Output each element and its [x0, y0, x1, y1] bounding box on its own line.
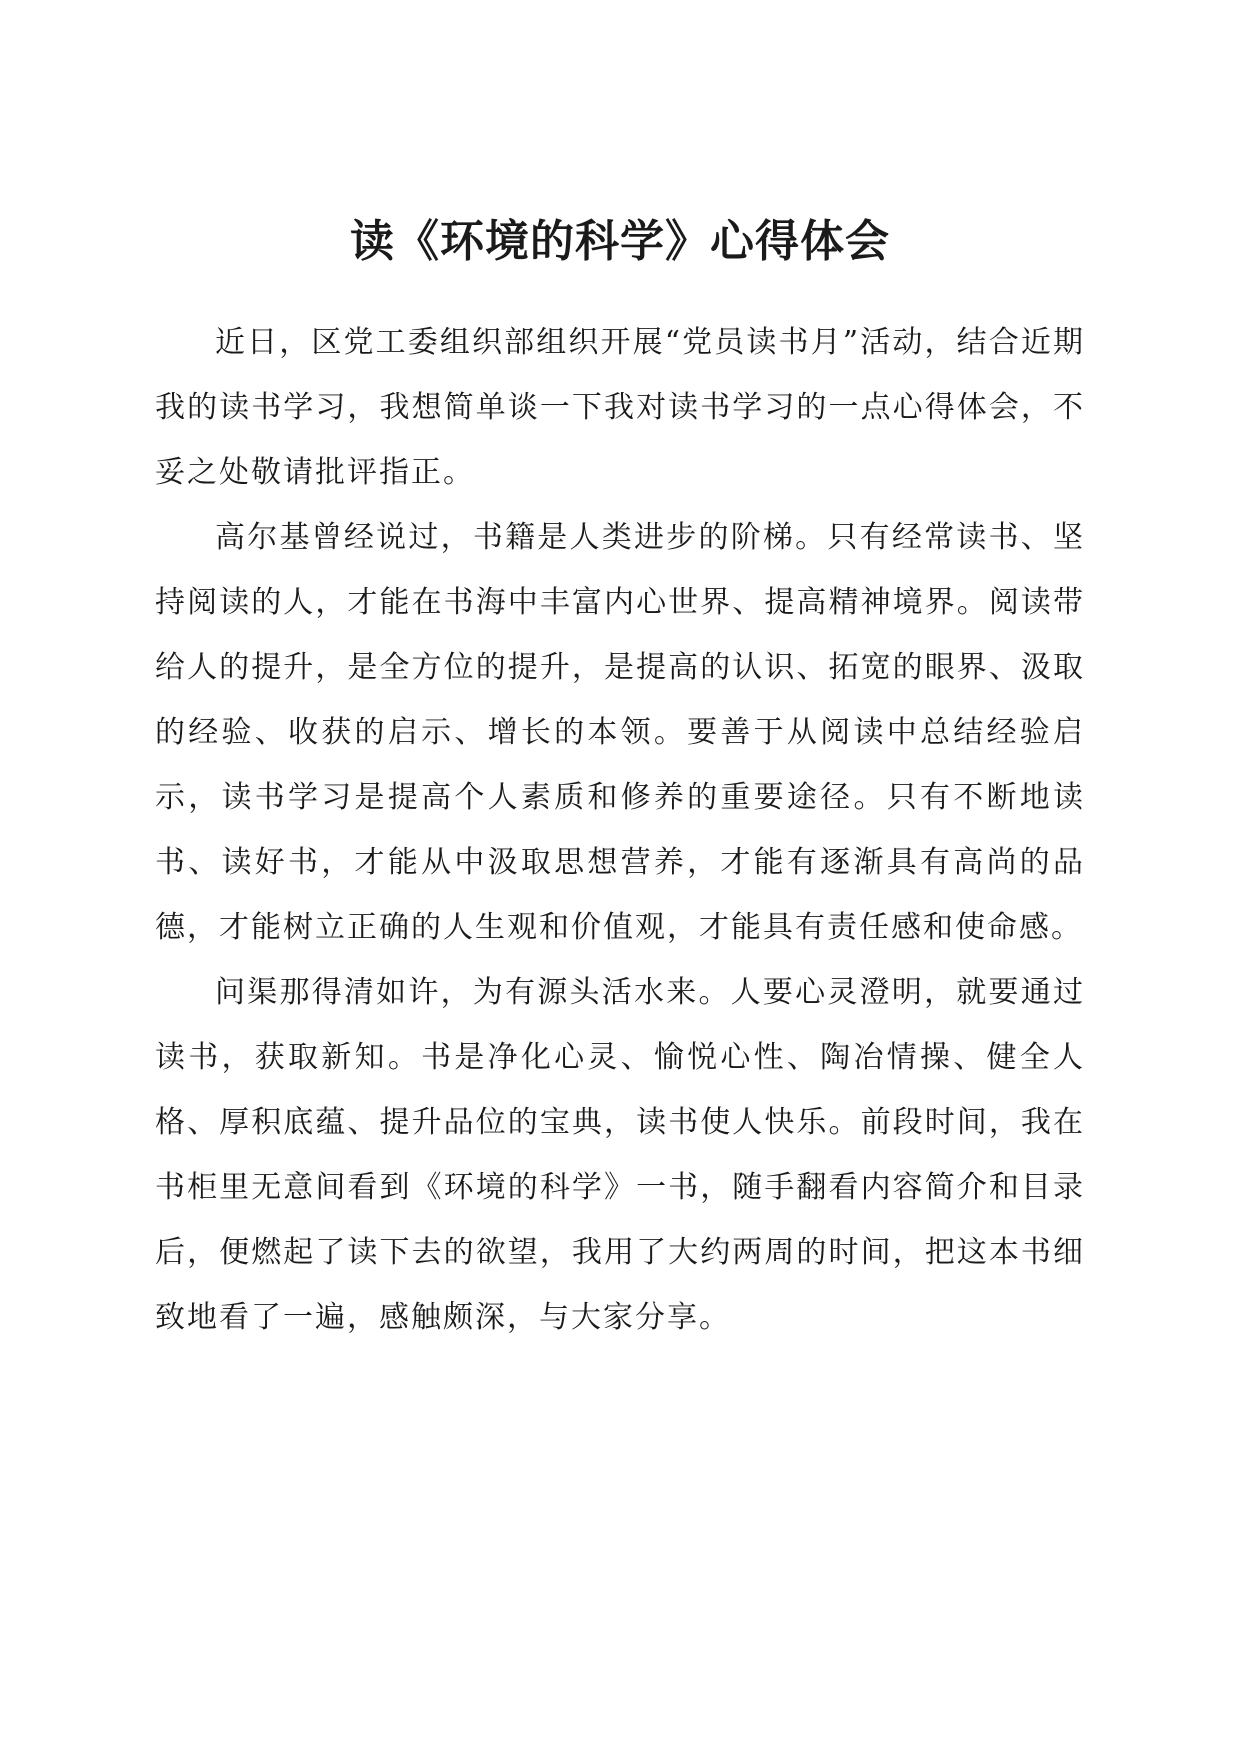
paragraph-1: 近日，区党工委组织部组织开展“党员读书月”活动，结合近期我的读书学习，我想简单谈一下我对读书学习的一点心得体会，不妥之处敬请批评指正。: [155, 325, 1085, 490]
paragraph-3: 问渠那得清如许，为有源头活水来。人要心灵澄明，就要通过读书，获取新知。书是净化心灵、愉悦心性、陶冶情操、健全人格、厚积底蕴、提升品位的宝典，读书使人快乐。前段时间，我在书柜里无意间看到《环境的科学》一书，随手翻看内容简介和目录后，便燃起了读下去的欲望，我用了大约两周的时间，把这本书细致地看了一遍，感触颇深，与大家分享。: [155, 975, 1085, 1335]
document-title: 读《环境的科学》心得体会: [350, 216, 890, 267]
paragraph-2: 高尔基曾经说过，书籍是人类进步的阶梯。只有经常读书、坚持阅读的人，才能在书海中丰富内心世界、提高精神境界。阅读带给人的提升，是全方位的提升，是提高的认识、拓宽的眼界、汲取的经验、收获的启示、增长的本领。要善于从阅读中总结经验启示，读书学习是提高个人素质和修养的重要途径。只有不断地读书、读好书，才能从中汲取思想营养，才能有逐渐具有高尚的品德，才能树立正确的人生观和价值观，才能具有责任感和使命感。: [155, 520, 1085, 945]
document-body: [155, 310, 1085, 1350]
